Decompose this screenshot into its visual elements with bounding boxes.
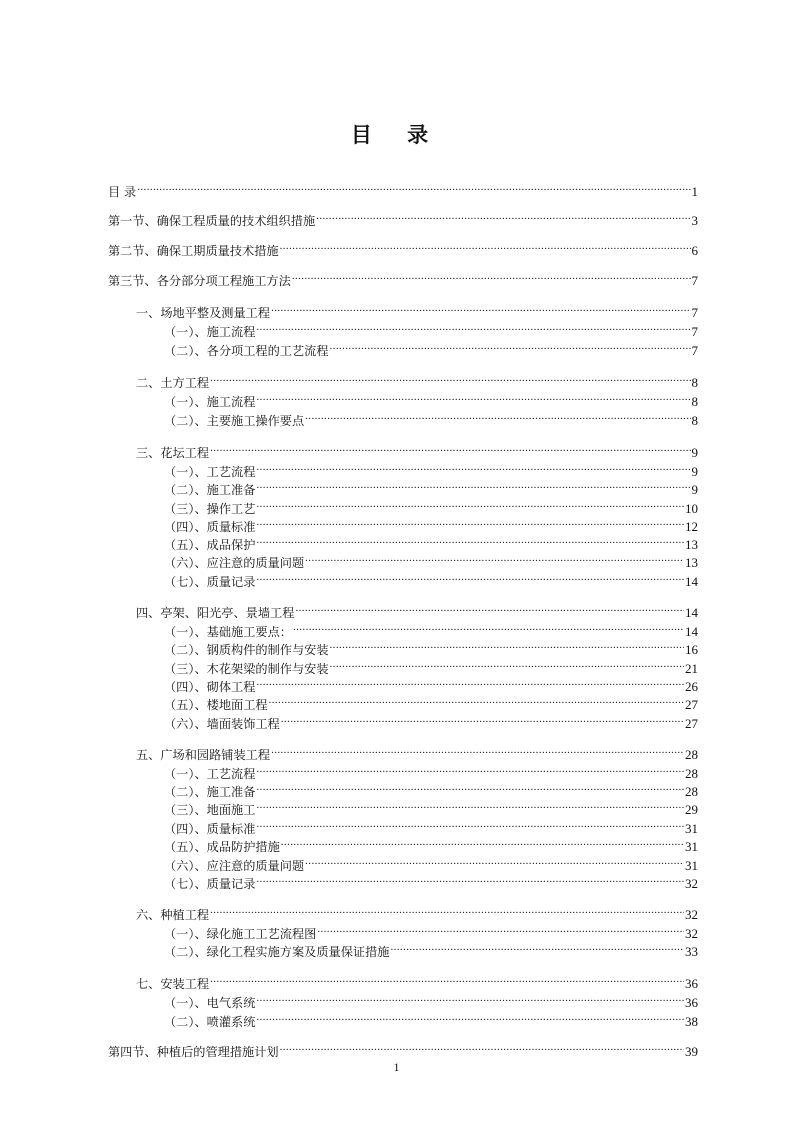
toc-entry[interactable]	[164, 551, 698, 570]
toc-entry-label: 第二节、确保工期质量技术措施	[108, 244, 279, 258]
dot-leader	[210, 972, 684, 988]
toc-entry[interactable]	[164, 762, 698, 781]
toc-entry-label: 七、安装工程	[136, 977, 210, 991]
toc-entry[interactable]	[164, 478, 698, 497]
toc-entry[interactable]	[164, 497, 698, 516]
dot-leader	[256, 780, 684, 796]
toc-entry-page: 33	[685, 944, 698, 959]
toc-entry[interactable]	[164, 533, 698, 552]
dot-leader	[256, 460, 690, 476]
dot-leader	[256, 390, 690, 406]
toc-entry-page: 10	[685, 501, 698, 516]
dot-leader	[256, 762, 684, 778]
toc-entry[interactable]	[164, 991, 698, 1010]
dot-leader	[280, 1040, 684, 1056]
toc-entry-label: （六）、墙面装饰工程	[164, 717, 280, 731]
toc-entry-page: 7	[691, 273, 698, 288]
toc-entry-label: （二）、各分项工程的工艺流程	[164, 344, 329, 358]
toc-entry-page: 14	[685, 574, 698, 589]
dot-leader	[137, 180, 690, 196]
toc-entry-page: 7	[691, 324, 698, 339]
toc-entry[interactable]	[164, 390, 698, 409]
dot-leader	[281, 712, 684, 728]
toc-entry-label: （五）、楼地面工程	[164, 698, 268, 712]
toc-entry-page: 38	[685, 1014, 698, 1029]
toc-entry-label: 三、花坛工程	[136, 446, 210, 460]
dot-leader	[210, 371, 690, 387]
page-title: 目 录	[350, 123, 443, 147]
toc-entry-label: （一）、工艺流程	[164, 465, 256, 479]
toc-entry-label: （二）、绿化工程实施方案及质量保证措施	[164, 945, 390, 959]
toc-entry-page: 6	[691, 243, 698, 258]
toc-entry-page: 14	[685, 605, 698, 620]
page-number: 1	[393, 1060, 400, 1074]
toc-entry-label: （二）、主要施工操作要点	[164, 414, 305, 428]
toc-entry[interactable]	[164, 409, 698, 428]
toc-entry[interactable]	[164, 835, 698, 854]
toc-entry-label: 四、亭架、阳光亭、景墙工程	[136, 606, 295, 620]
dot-leader	[256, 991, 684, 1007]
dot-leader	[271, 743, 684, 759]
toc-entry-page: 12	[685, 519, 698, 534]
toc-entry-page: 1	[691, 184, 698, 199]
dot-leader	[305, 854, 684, 870]
dot-leader	[330, 339, 691, 355]
toc-entry-page: 28	[685, 747, 698, 762]
toc-entry[interactable]	[164, 854, 698, 873]
toc-entry-label: 第三节、各分部分项工程施工方法	[108, 274, 291, 288]
toc-entry[interactable]	[136, 743, 698, 762]
toc-entry[interactable]	[164, 657, 698, 676]
toc-entry-page: 3	[691, 213, 698, 228]
toc-entry-page: 7	[691, 305, 698, 320]
dot-leader	[256, 320, 690, 336]
toc-entry-label: 第一节、确保工程质量的技术组织措施	[108, 214, 316, 228]
toc-entry-label: （一）、绿化施工工艺流程图	[164, 927, 317, 941]
toc-entry[interactable]	[108, 239, 698, 258]
dot-leader	[295, 601, 684, 617]
toc-entry-page: 36	[685, 976, 698, 991]
toc-entry[interactable]	[164, 320, 698, 339]
toc-entry-page: 26	[685, 679, 698, 694]
dot-leader	[256, 675, 684, 691]
toc-entry[interactable]	[136, 903, 698, 922]
dot-leader	[316, 209, 690, 225]
toc-entry[interactable]	[164, 712, 698, 731]
toc-entry-label: （一）、基础施工要点：	[164, 625, 292, 639]
toc-entry-label: （一）、电气系统	[164, 996, 256, 1010]
toc-entry[interactable]	[164, 570, 698, 589]
dot-leader	[292, 269, 691, 285]
toc-entry-page: 14	[685, 624, 698, 639]
toc-entry-page: 31	[685, 858, 698, 873]
toc-entry-page: 16	[685, 642, 698, 657]
toc-entry[interactable]	[164, 693, 698, 712]
toc-entry-page: 8	[691, 413, 698, 428]
dot-leader	[281, 835, 684, 851]
toc-entry-page: 32	[685, 876, 698, 891]
toc-entry-page: 28	[685, 766, 698, 781]
dot-leader	[256, 817, 684, 833]
toc-entry-page: 31	[685, 821, 698, 836]
toc-entry-label: 一、场地平整及测量工程	[136, 306, 271, 320]
toc-entry-label: （四）、质量标准	[164, 520, 256, 534]
toc-entry[interactable]	[164, 798, 698, 817]
toc-entry-page: 31	[685, 839, 698, 854]
dot-leader	[256, 1010, 684, 1026]
toc-entry[interactable]	[108, 1040, 698, 1059]
toc-entry-label: （六）、应注意的质量问题	[164, 556, 305, 570]
toc-entry-label: （二）、施工准备	[164, 785, 256, 799]
dot-leader	[293, 620, 684, 636]
dot-leader	[256, 872, 684, 888]
toc-entry[interactable]	[136, 601, 698, 620]
toc-entry-page: 8	[691, 394, 698, 409]
dot-leader	[280, 239, 691, 255]
toc-entry-page: 13	[685, 537, 698, 552]
toc-entry[interactable]	[136, 301, 698, 320]
toc-entry[interactable]	[164, 339, 698, 358]
toc-entry-label: （六）、应注意的质量问题	[164, 859, 305, 873]
toc-entry-label: 六、种植工程	[136, 908, 210, 922]
toc-entry-page: 21	[685, 661, 698, 676]
toc-entry-page: 39	[685, 1044, 698, 1059]
toc-entry[interactable]	[108, 269, 698, 288]
toc-entry-page: 9	[691, 482, 698, 497]
toc-entry[interactable]	[164, 460, 698, 479]
toc-entry[interactable]	[164, 675, 698, 694]
dot-leader	[256, 478, 690, 494]
dot-leader	[390, 940, 684, 956]
toc-entry-label: （一）、工艺流程	[164, 767, 256, 781]
toc-entry-page: 36	[685, 995, 698, 1010]
toc-entry-page: 32	[685, 926, 698, 941]
dot-leader	[330, 638, 684, 654]
dot-leader	[256, 515, 684, 531]
toc-entry-label: 目 录	[108, 185, 137, 199]
toc-entry[interactable]	[164, 515, 698, 534]
dot-leader	[271, 301, 690, 317]
toc-entry-label: （三）、地面施工	[164, 803, 256, 817]
dot-leader	[256, 533, 684, 549]
toc-entry[interactable]	[164, 780, 698, 799]
toc-entry-label: （五）、成品防护措施	[164, 840, 280, 854]
toc-entry-label: （四）、砌体工程	[164, 680, 256, 694]
toc-entry-label: 第四节、种植后的管理措施计划	[108, 1045, 279, 1059]
toc-entry-page: 9	[691, 445, 698, 460]
dot-leader	[256, 570, 684, 586]
toc-entry-label: （五）、成品保护	[164, 538, 256, 552]
toc-entry-label: 五、广场和园路铺装工程	[136, 748, 271, 762]
toc-entry-page: 8	[691, 375, 698, 390]
toc-entry[interactable]	[164, 620, 698, 639]
toc-entry-label: （二）、钢质构件的制作与安装	[164, 643, 329, 657]
toc-entry-label: （三）、操作工艺	[164, 502, 256, 516]
dot-leader	[269, 693, 684, 709]
toc-entry-page: 27	[685, 716, 698, 731]
toc-entry-label: 二、土方工程	[136, 376, 210, 390]
toc-entry-label: （二）、喷灌系统	[164, 1015, 256, 1029]
toc-entry-page: 32	[685, 907, 698, 922]
toc-entry-page: 13	[685, 555, 698, 570]
dot-leader	[330, 657, 684, 673]
toc-entry-label: （七）、质量记录	[164, 575, 256, 589]
toc-entry[interactable]	[164, 638, 698, 657]
dot-leader	[256, 497, 684, 513]
toc-entry[interactable]	[136, 441, 698, 460]
toc-entry-page: 7	[691, 343, 698, 358]
toc-entry-page: 9	[691, 464, 698, 479]
toc-entry[interactable]	[108, 180, 698, 199]
toc-entry-label: （三）、木花架梁的制作与安装	[164, 662, 329, 676]
toc-entry-label: （七）、质量记录	[164, 877, 256, 891]
toc-entry-page: 28	[685, 784, 698, 799]
toc-entry-label: （二）、施工准备	[164, 483, 256, 497]
dot-leader	[317, 922, 684, 938]
toc-entry[interactable]	[136, 972, 698, 991]
dot-leader	[256, 798, 684, 814]
dot-leader	[210, 903, 684, 919]
toc-entry[interactable]	[136, 371, 698, 390]
toc-entry[interactable]	[164, 872, 698, 891]
toc-entry[interactable]	[164, 1010, 698, 1029]
toc-entry-page: 27	[685, 697, 698, 712]
toc-entry[interactable]	[164, 940, 698, 959]
toc-entry-label: （四）、质量标准	[164, 822, 256, 836]
toc-entry[interactable]	[164, 817, 698, 836]
toc-entry[interactable]	[108, 209, 698, 228]
dot-leader	[305, 551, 684, 567]
toc-entry[interactable]	[164, 922, 698, 941]
toc-entry-label: （一）、施工流程	[164, 395, 256, 409]
toc-entry-label: （一）、施工流程	[164, 325, 256, 339]
dot-leader	[305, 409, 690, 425]
dot-leader	[210, 441, 690, 457]
toc-entry-page: 29	[685, 802, 698, 817]
